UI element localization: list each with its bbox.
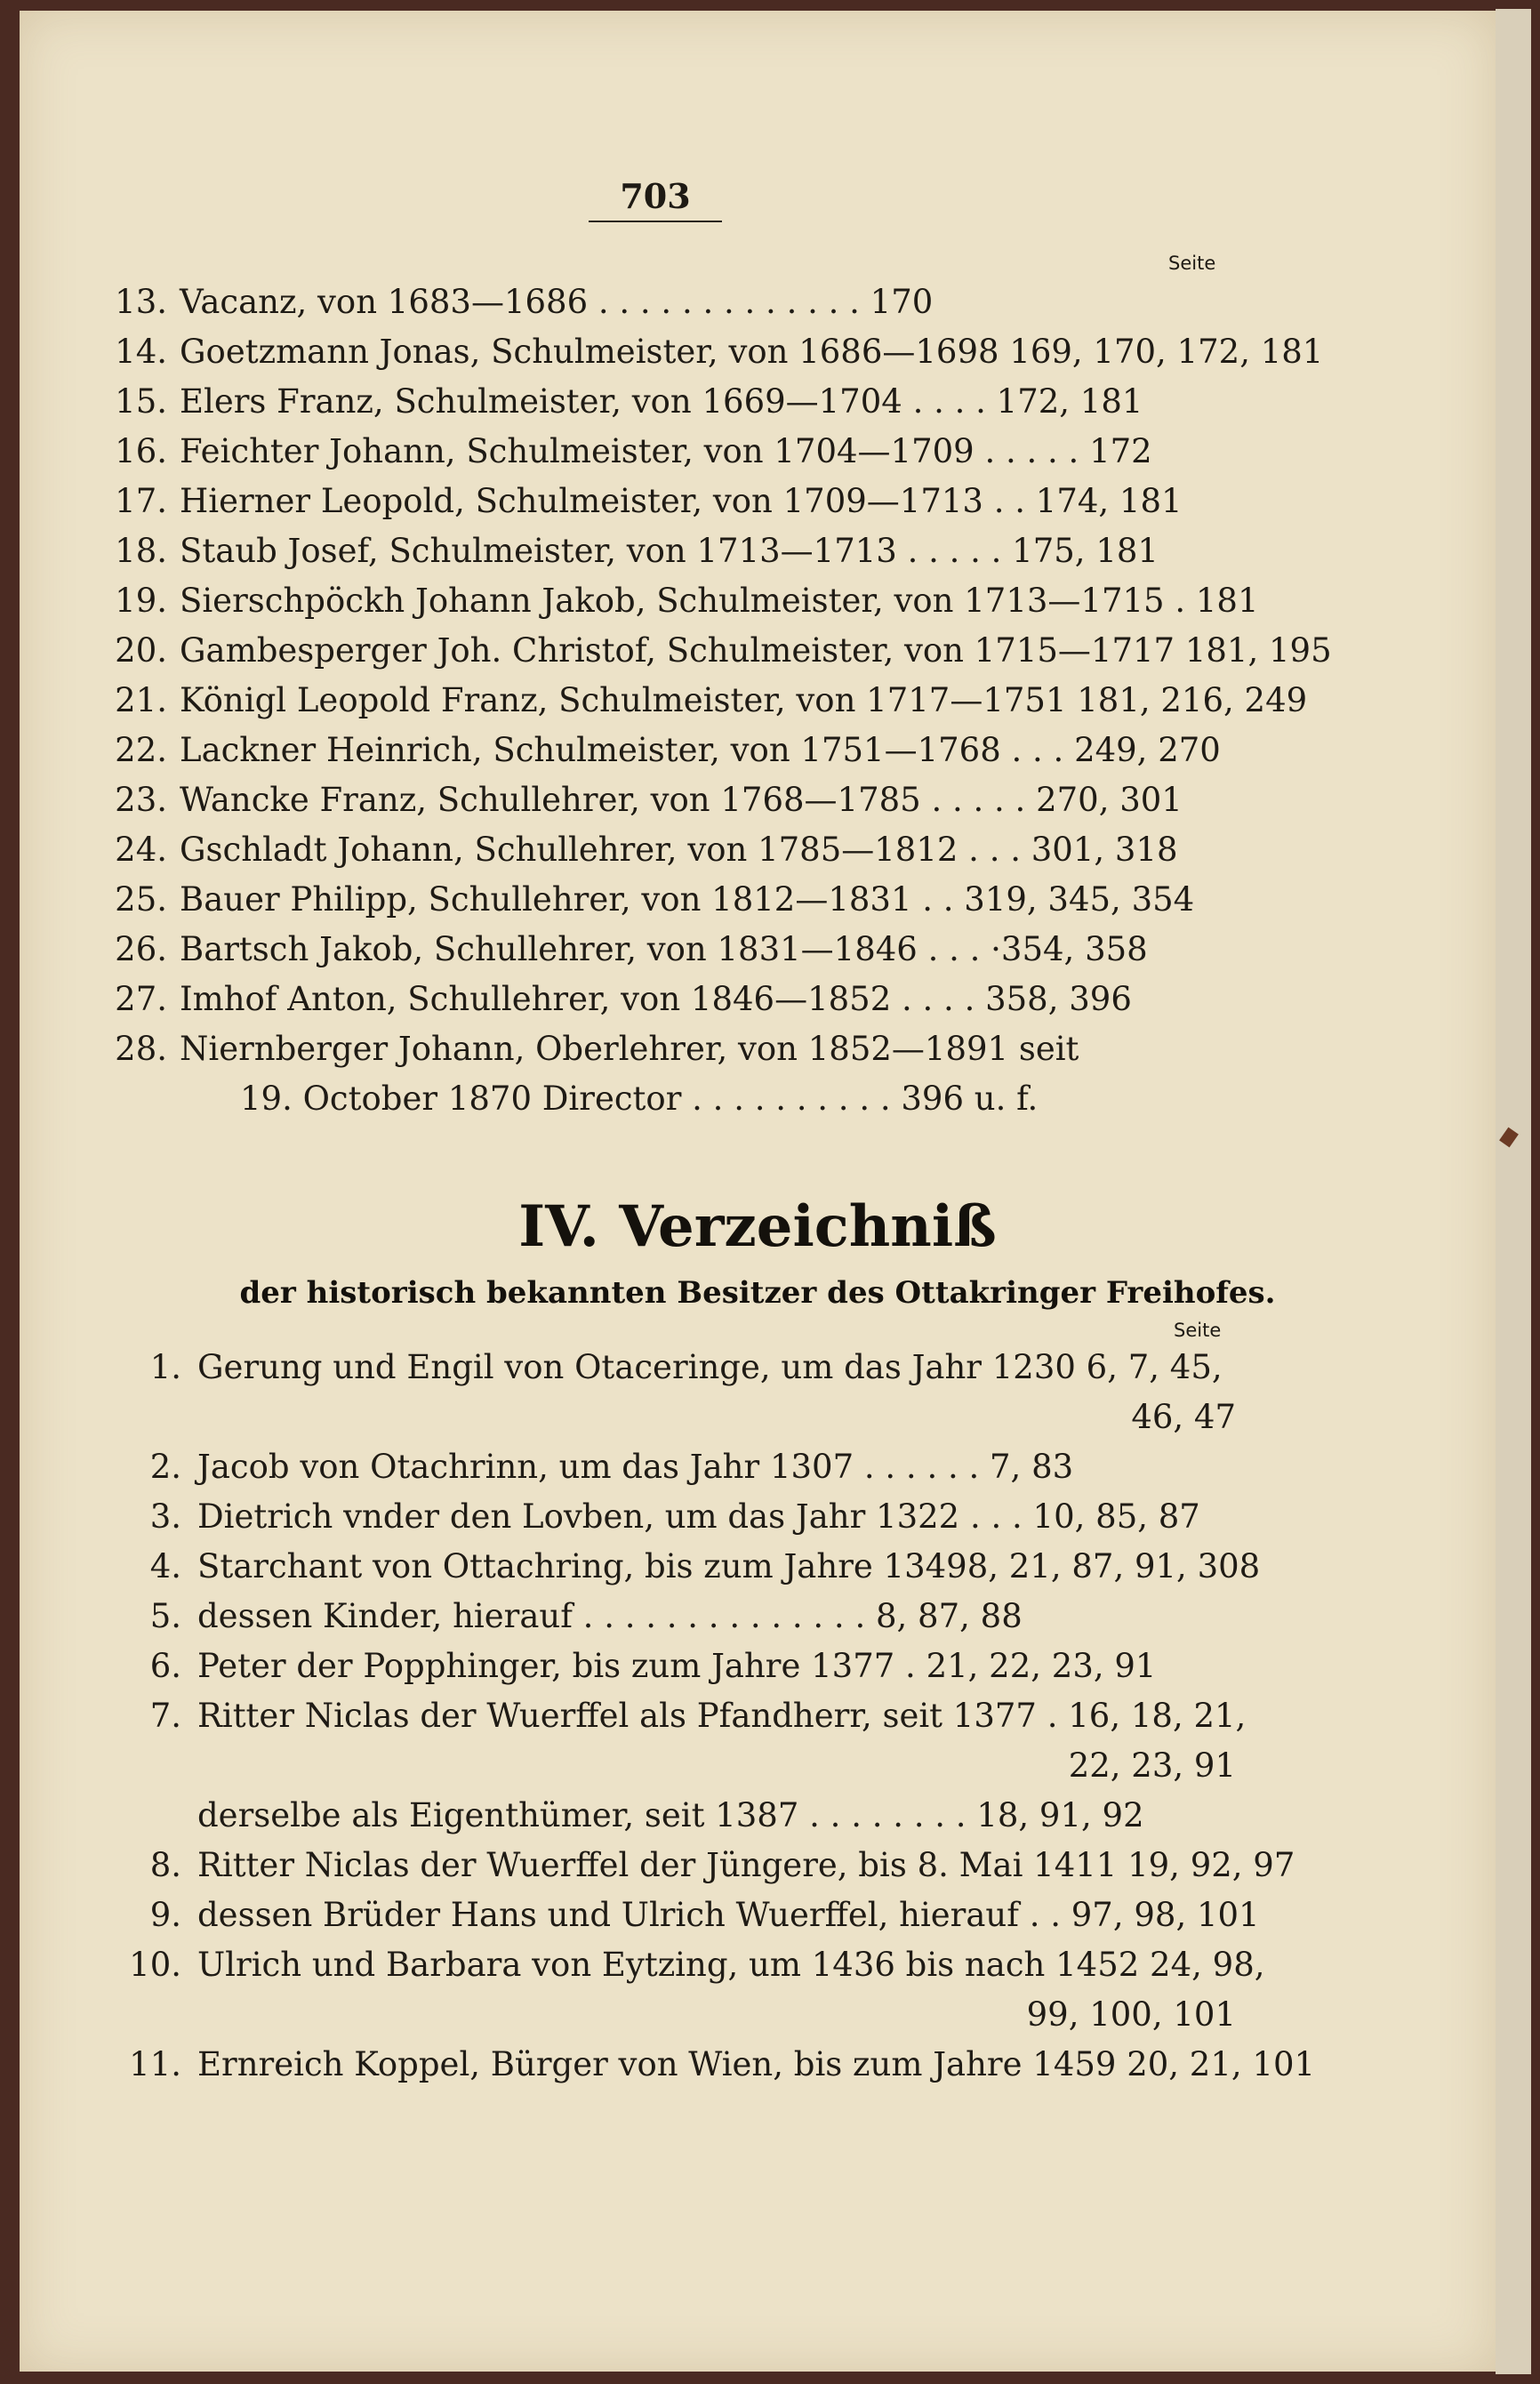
list-item — [20, 1343, 1496, 1393]
list-item — [20, 1890, 1496, 1940]
page-edge — [1496, 9, 1531, 2374]
item-text: Elers Franz, Schulmeister, von 1669—1704 . . . . 172, 181 — [180, 382, 1143, 421]
item-number: 13. — [115, 283, 167, 321]
owner-list — [20, 1343, 1496, 2090]
list-item — [20, 2040, 1496, 2090]
item-text: Hierner Leopold, Schulmeister, von 1709—1713 . . 174, 181 — [180, 482, 1183, 520]
item-text: Ulrich und Barbara von Eytzing, um 1436 bis nach 1452 24, 98, — [197, 1946, 1265, 1984]
item-text: Goetzmann Jonas, Schulmeister, von 1686—1698 169, 170, 172, 181 — [180, 333, 1324, 371]
item-number: 17. — [115, 482, 167, 520]
list-item — [20, 1741, 1496, 1791]
item-number: 23. — [115, 781, 167, 819]
item-text: Starchant von Ottachring, bis zum Jahre 13498, 21, 87, 91, 308 — [197, 1547, 1261, 1585]
item-text: Vacanz, von 1683—1686 . . . . . . . . . . . . . 170 — [180, 283, 934, 321]
item-number: 26. — [115, 930, 167, 968]
item-pages: 99, 100, 101 — [1026, 1995, 1236, 2034]
item-number: 15. — [115, 382, 167, 421]
list-item — [20, 626, 1496, 676]
list-item — [20, 775, 1496, 825]
item-text: Gschladt Johann, Schullehrer, von 1785—1812 . . . 301, 318 — [180, 831, 1178, 869]
list-item — [20, 1074, 1496, 1124]
seite-label-bottom: Seite — [1174, 1320, 1222, 1341]
item-number: 19. — [115, 582, 167, 620]
list-item — [20, 1542, 1496, 1592]
list-item — [20, 1592, 1496, 1642]
list-item — [20, 576, 1496, 626]
item-text: Jacob von Otachrinn, um das Jahr 1307 . . . . . . 7, 83 — [197, 1448, 1074, 1486]
list-item — [20, 1642, 1496, 1691]
list-item — [20, 1791, 1496, 1841]
item-number: 28. — [115, 1030, 167, 1068]
list-item — [20, 875, 1496, 925]
item-text: Sierschpöckh Johann Jakob, Schulmeister, von 1713—1715 . 181 — [180, 582, 1259, 620]
item-text: Gerung und Engil von Otaceringe, um das Jahr 1230 6, 7, 45, — [197, 1348, 1223, 1386]
item-number: 8. — [149, 1846, 181, 1884]
list-item — [20, 427, 1496, 477]
item-number: 2. — [149, 1448, 181, 1486]
item-number: 7. — [149, 1697, 181, 1735]
item-text: Ritter Niclas der Wuerffel der Jüngere, bis 8. Mai 1411 19, 92, 97 — [197, 1846, 1295, 1884]
page-number: 703 — [620, 176, 691, 216]
item-text: Imhof Anton, Schullehrer, von 1846—1852 . . . . 358, 396 — [180, 980, 1132, 1018]
item-number: 10. — [129, 1946, 181, 1984]
list-item — [20, 1393, 1496, 1442]
item-number: 18. — [115, 532, 167, 570]
list-item — [20, 477, 1496, 526]
list-item — [20, 676, 1496, 726]
item-text: Bauer Philipp, Schullehrer, von 1812—1831 . . 319, 345, 354 — [180, 880, 1195, 919]
list-item — [20, 526, 1496, 576]
item-text: Ernreich Koppel, Bürger von Wien, bis zum Jahre 1459 20, 21, 101 — [197, 2045, 1316, 2083]
list-item — [20, 1492, 1496, 1542]
item-text: 19. October 1870 Director . . . . . . . . . . 396 u. f. — [240, 1080, 1039, 1118]
item-number: 21. — [115, 681, 167, 719]
item-text: Niernberger Johann, Oberlehrer, von 1852—1891 seit — [180, 1030, 1079, 1068]
item-number: 6. — [149, 1647, 181, 1685]
item-text: Ritter Niclas der Wuerffel als Pfandherr, seit 1377 . 16, 18, 21, — [197, 1697, 1247, 1735]
list-item — [20, 327, 1496, 377]
schoolmaster-list — [20, 277, 1496, 1124]
item-number: 9. — [149, 1896, 181, 1934]
list-item — [20, 726, 1496, 775]
item-number: 4. — [149, 1547, 181, 1585]
section-heading: IV. Verzeichniß — [518, 1193, 997, 1260]
item-text: dessen Kinder, hierauf . . . . . . . . . . . . . . 8, 87, 88 — [197, 1597, 1023, 1635]
list-item — [20, 925, 1496, 975]
list-item — [20, 1841, 1496, 1890]
book-page — [20, 11, 1496, 2372]
item-text: Wancke Franz, Schullehrer, von 1768—1785 . . . . . 270, 301 — [180, 781, 1183, 819]
list-item — [20, 377, 1496, 427]
item-pages: 46, 47 — [1131, 1398, 1236, 1436]
item-pages: 22, 23, 91 — [1068, 1746, 1236, 1785]
item-text: Peter der Popphinger, bis zum Jahre 1377 . 21, 22, 23, 91 — [197, 1647, 1157, 1685]
item-number: 3. — [149, 1497, 181, 1536]
item-number: 5. — [149, 1597, 181, 1635]
list-item — [20, 825, 1496, 875]
list-item — [20, 1940, 1496, 1990]
item-text: Gambesperger Joh. Christof, Schulmeister, von 1715—1717 181, 195 — [180, 631, 1332, 670]
section-subtitle: der historisch bekannten Besitzer des Ottakringer Freihofes. — [239, 1275, 1276, 1311]
item-text: Königl Leopold Franz, Schulmeister, von 1717—1751 181, 216, 249 — [180, 681, 1308, 719]
list-item — [20, 1024, 1496, 1074]
item-number: 22. — [115, 731, 167, 769]
item-text: dessen Brüder Hans und Ulrich Wuerffel, hierauf . . 97, 98, 101 — [197, 1896, 1260, 1934]
item-number: 16. — [115, 432, 167, 470]
item-number: 14. — [115, 333, 167, 371]
item-text: Feichter Johann, Schulmeister, von 1704—1709 . . . . . 172 — [180, 432, 1152, 470]
list-item — [20, 1442, 1496, 1492]
list-item — [20, 1691, 1496, 1741]
item-number: 20. — [115, 631, 167, 670]
item-number: 25. — [115, 880, 167, 919]
item-number: 1. — [149, 1348, 181, 1386]
seite-label-top: Seite — [1168, 253, 1216, 274]
page-number-rule — [589, 221, 722, 222]
list-item — [20, 1990, 1496, 2040]
item-number: 11. — [129, 2045, 181, 2083]
item-text: Lackner Heinrich, Schulmeister, von 1751—1768 . . . 249, 270 — [180, 731, 1221, 769]
item-text: Dietrich vnder den Lovben, um das Jahr 1322 . . . 10, 85, 87 — [197, 1497, 1200, 1536]
item-text: Staub Josef, Schulmeister, von 1713—1713 . . . . . 175, 181 — [180, 532, 1159, 570]
item-text: derselbe als Eigenthümer, seit 1387 . . . . . . . . 18, 91, 92 — [197, 1796, 1144, 1834]
item-number: 24. — [115, 831, 167, 869]
item-text: Bartsch Jakob, Schullehrer, von 1831—1846 . . . ·354, 358 — [180, 930, 1148, 968]
list-item — [20, 277, 1496, 327]
item-number: 27. — [115, 980, 167, 1018]
list-item — [20, 975, 1496, 1024]
